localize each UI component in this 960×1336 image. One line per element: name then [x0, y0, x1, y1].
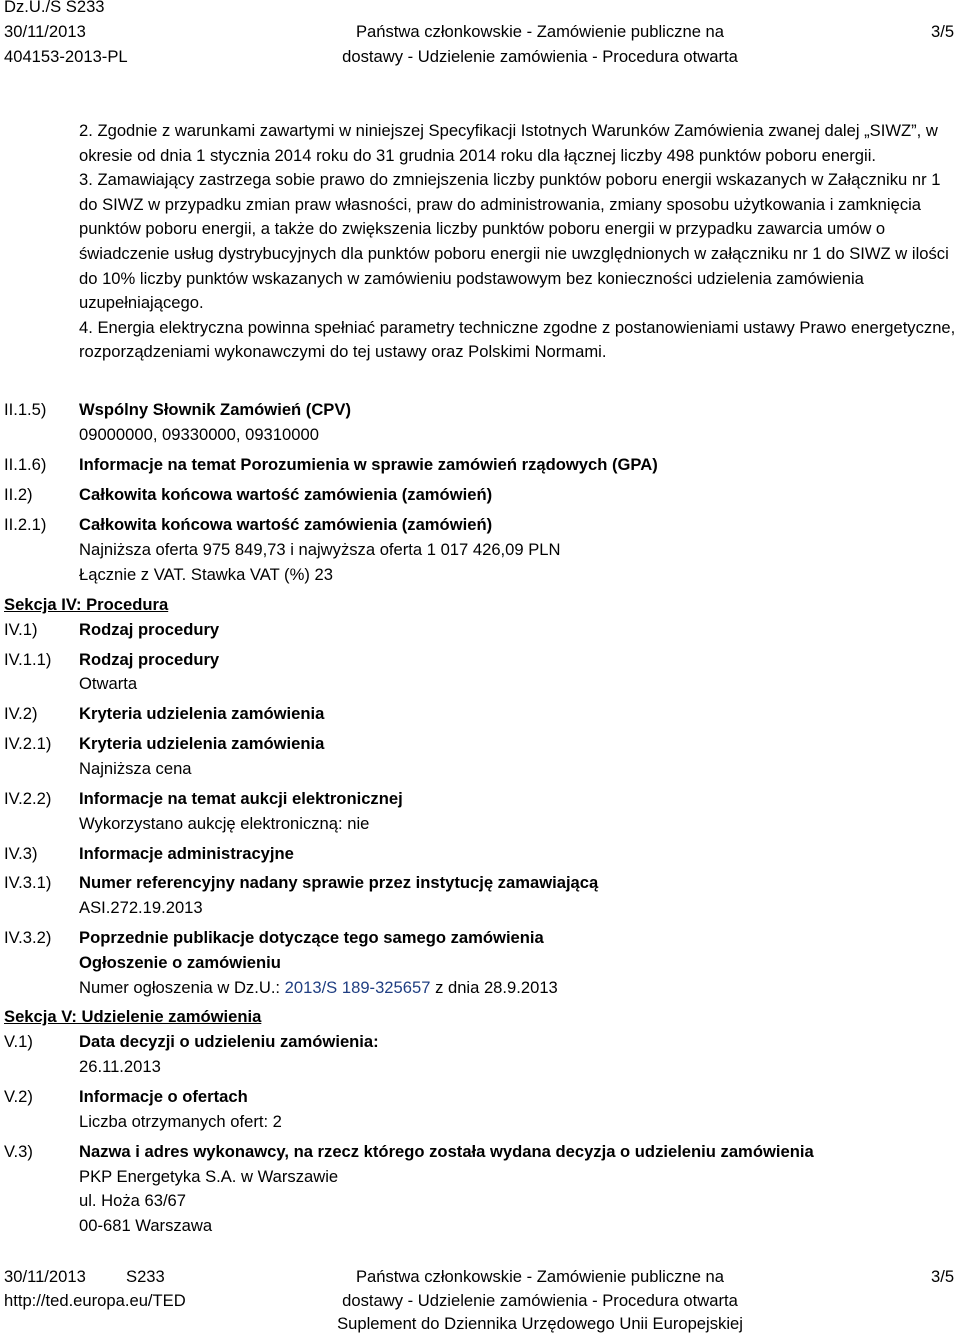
intro-paragraphs [79, 119, 957, 365]
header-title-line1: Państwa członkowskie - Zamówienie publiczne na [355, 22, 724, 41]
item-heading: Poprzednie publikacje dotyczące tego samego zamówienia [79, 928, 544, 947]
item-heading: Data decyzji o udzieleniu zamówienia: [79, 1032, 379, 1051]
item-number: V.1) [4, 1032, 33, 1051]
item-number: IV.1) [4, 620, 38, 639]
notice-link[interactable]: 2013/S 189-325657 [284, 978, 431, 997]
cpv-codes: 09000000, 09330000, 09310000 [79, 425, 319, 444]
item-value: Wykorzystano aukcję elektroniczną: nie [79, 814, 370, 833]
contractor-city: 00-681 Warszawa [79, 1216, 213, 1235]
item-value: Najniższa cena [79, 759, 192, 778]
journal-ref: Dz.U./S S233 [4, 0, 105, 16]
footer-page-number: 3/5 [931, 1267, 955, 1286]
contractor-street: ul. Hoża 63/67 [79, 1191, 187, 1210]
item-heading: Rodzaj procedury [79, 650, 220, 669]
item-number: II.1.6) [4, 455, 47, 474]
item-heading: Całkowita końcowa wartość zamówienia (zamówień) [79, 485, 493, 504]
notice-suffix: z dnia 28.9.2013 [430, 978, 558, 997]
item-number: IV.2.1) [4, 734, 52, 753]
contractor-name: PKP Energetyka S.A. w Warszawie [79, 1167, 339, 1186]
item-heading: Kryteria udzielenia zamówienia [79, 734, 325, 753]
item-heading: Wspólny Słownik Zamówień (CPV) [79, 400, 351, 419]
item-heading: Informacje o ofertach [79, 1087, 248, 1106]
item-number: II.2) [4, 485, 33, 504]
item-heading: Informacje na temat Porozumienia w sprawie zamówień rządowych (GPA) [79, 455, 658, 474]
footer-journal: S233 [126, 1267, 165, 1286]
header-date: 30/11/2013 [4, 22, 86, 41]
footer-title-line1: Państwa członkowskie - Zamówienie publiczne na [355, 1267, 724, 1286]
vat-info: Łącznie z VAT. Stawka VAT (%) 23 [79, 565, 333, 584]
doc-id: 404153-2013-PL [4, 47, 128, 66]
item-number: IV.3) [4, 844, 38, 863]
paragraph-3: 3. Zamawiający zastrzega sobie prawo do zmniejszenia liczby punktów poboru energii wskazanych w Załączniku nr 1 do SIWZ w przypadku zmian praw własności, praw do administrowania, zmiany sposobu użytkowania i zamknięcia punktów poboru energii, a także do zwiększenia liczby punktów poboru energii w przypadku zawarcia umów o świadczenie usług dystrybucyjnych dla punktów poboru energii nie uwzględnionych w załączniku nr 1 do SIWZ w ilości do 10% liczby punktów wskazanych w zamówieniu podstawowym bez konieczności udzielenia zamówienia uzupełniającego. [79, 170, 949, 313]
decision-date: 26.11.2013 [79, 1057, 161, 1076]
footer-url[interactable]: http://ted.europa.eu/TED [4, 1291, 186, 1310]
header-title-line2: dostawy - Udzielenie zamówienia - Procedura otwarta [342, 47, 738, 66]
item-heading: Całkowita końcowa wartość zamówienia (zamówień) [79, 515, 493, 534]
item-number: IV.3.2) [4, 928, 52, 947]
footer-title-line2: dostawy - Udzielenie zamówienia - Procedura otwarta [342, 1291, 738, 1310]
item-heading: Nazwa i adres wykonawcy, na rzecz którego została wydana decyzja o udzieleniu zamówienia [79, 1142, 814, 1161]
item-heading: Numer referencyjny nadany sprawie przez instytucję zamawiającą [79, 873, 599, 892]
footer-title-line3: Suplement do Dziennika Urzędowego Unii Europejskiej [337, 1314, 743, 1333]
section-title: Sekcja V: Udzielenie zamówienia [4, 1007, 262, 1026]
item-heading: Rodzaj procedury [79, 620, 220, 639]
notice-prefix: Numer ogłoszenia w Dz.U.: [79, 978, 285, 997]
item-number: IV.2) [4, 704, 38, 723]
item-value: Otwarta [79, 674, 138, 693]
item-heading: Kryteria udzielenia zamówienia [79, 704, 325, 723]
item-number: IV.1.1) [4, 650, 52, 669]
item-number: IV.3.1) [4, 873, 52, 892]
item-value: ASI.272.19.2013 [79, 898, 203, 917]
footer-date: 30/11/2013 [4, 1267, 86, 1286]
item-number: V.3) [4, 1142, 33, 1161]
item-heading: Informacje na temat aukcji elektronicznej [79, 789, 403, 808]
notice-reference [79, 976, 558, 1000]
header-page-number: 3/5 [931, 22, 955, 41]
item-heading: Informacje administracyjne [79, 844, 294, 863]
item-number: II.2.1) [4, 515, 47, 534]
offers-count: Liczba otrzymanych ofert: 2 [79, 1112, 282, 1131]
section-title: Sekcja IV: Procedura [4, 595, 169, 614]
item-number: IV.2.2) [4, 789, 52, 808]
item-number: V.2) [4, 1087, 33, 1106]
item-subheading: Ogłoszenie o zamówieniu [79, 953, 281, 972]
item-number: II.1.5) [4, 400, 47, 419]
offer-range: Najniższa oferta 975 849,73 i najwyższa oferta 1 017 426,09 PLN [79, 540, 561, 559]
paragraph-4: 4. Energia elektryczna powinna spełniać parametry techniczne zgodne z postanowieniami ustawy Prawo energetyczne, rozporządzeniami wykonawczymi do tej ustawy oraz Polskimi Normami. [79, 317, 956, 362]
paragraph-2: 2. Zgodnie z warunkami zawartymi w niniejszej Specyfikacji Istotnych Warunków Zamówienia zwanej dalej „SIWZ”, w okresie od dnia 1 stycznia 2014 roku do 31 grudnia 2014 roku dla łącznej liczby 498 punktów poboru energii. [79, 121, 938, 165]
